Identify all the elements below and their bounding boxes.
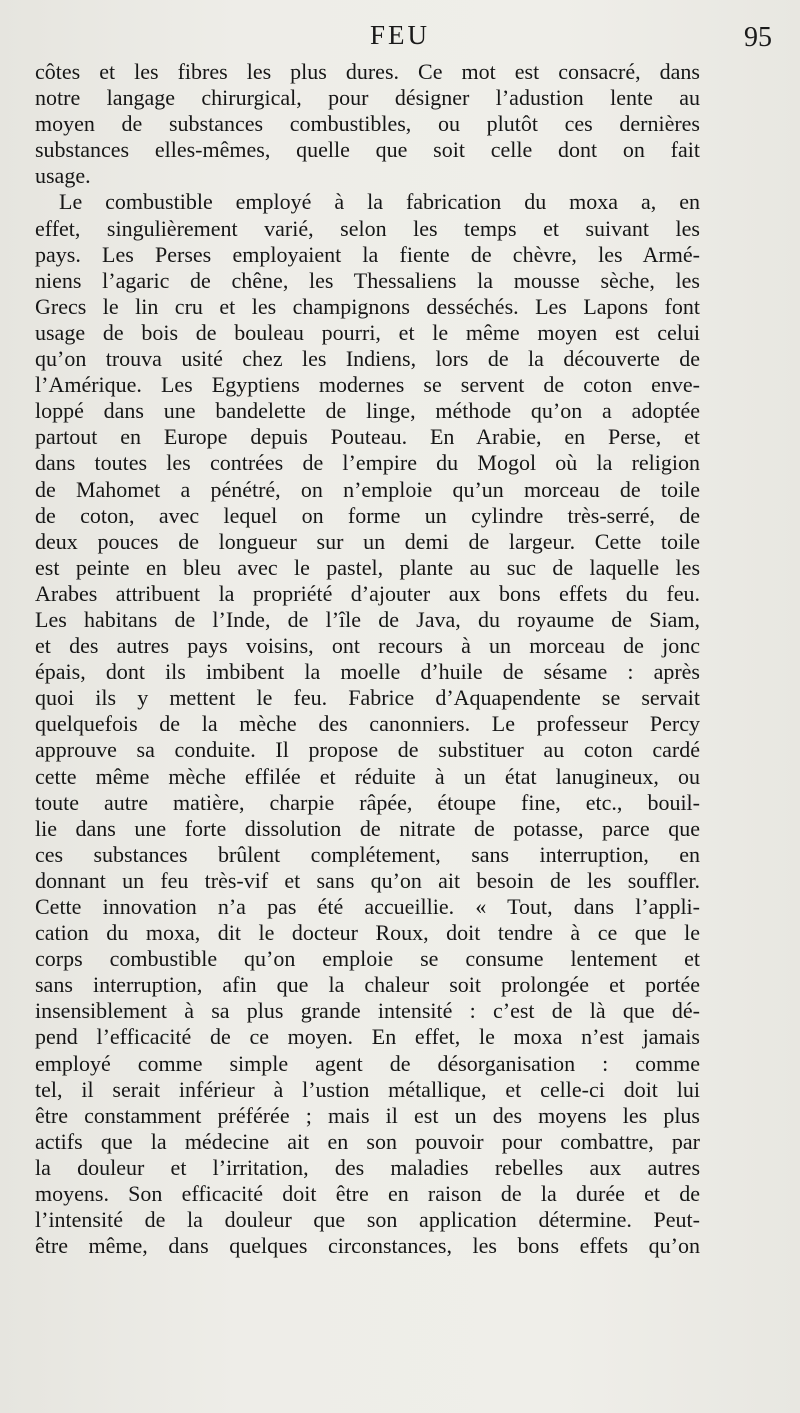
text-line: pays. Les Perses employaient la fiente de chèvre, les Armé- bbox=[35, 241, 700, 267]
text-line: usage de bois de bouleau pourri, et le même moyen est celui bbox=[35, 319, 700, 345]
text-line: employé comme simple agent de désorganisation : comme bbox=[35, 1050, 700, 1076]
text-line: insensiblement à sa plus grande intensité : c’est de là que dé- bbox=[35, 998, 700, 1024]
text-line: substances elles-mêmes, quelle que soit celle dont on fait bbox=[35, 137, 700, 163]
text-line: épais, dont ils imbibent la moelle d’huile de sésame : après bbox=[35, 659, 700, 685]
text-line: lie dans une forte dissolution de nitrate de potasse, parce que bbox=[35, 815, 700, 841]
text-line: pend l’efficacité de ce moyen. En effet, le moxa n’est jamais bbox=[35, 1024, 700, 1050]
text-line: donnant un feu très-vif et sans qu’on ait besoin de les souffler. bbox=[35, 867, 700, 893]
text-line: notre langage chirurgical, pour désigner l’adustion lente au bbox=[35, 85, 700, 111]
text-line: Les habitans de l’Inde, de l’île de Java, du royaume de Siam, bbox=[35, 606, 700, 632]
text-line: effet, singulièrement varié, selon les temps et suivant les bbox=[35, 215, 700, 241]
text-line: cation du moxa, dit le docteur Roux, doit tendre à ce que le bbox=[35, 920, 700, 946]
text-line: moyens. Son efficacité doit être en raison de la durée et de bbox=[35, 1181, 700, 1207]
text-line: la douleur et l’irritation, des maladies rebelles aux autres bbox=[35, 1154, 700, 1180]
text-line: cette même mèche effilée et réduite à un état lanugineux, ou bbox=[35, 763, 700, 789]
text-line: toute autre matière, charpie râpée, étoupe fine, etc., bouil- bbox=[35, 789, 700, 815]
text-line: niens l’agaric de chêne, les Thessaliens la mousse sèche, les bbox=[35, 267, 700, 293]
text-line: est peinte en bleu avec le pastel, plante au suc de laquelle les bbox=[35, 554, 700, 580]
text-line: actifs que la médecine ait en son pouvoir pour combattre, par bbox=[35, 1128, 700, 1154]
page-number: 95 bbox=[744, 22, 772, 53]
text-line: l’Amérique. Les Egyptiens modernes se servent de coton enve- bbox=[35, 372, 700, 398]
text-line: être même, dans quelques circonstances, les bons effets qu’on bbox=[35, 1233, 700, 1259]
text-line: être constamment préférée ; mais il est un des moyens les plus bbox=[35, 1102, 700, 1128]
text-line: Grecs le lin cru et les champignons desséchés. Les Lapons font bbox=[35, 293, 700, 319]
text-line: loppé dans une bandelette de linge, méthode qu’on a adoptée bbox=[35, 398, 700, 424]
text-line: moyen de substances combustibles, ou plutôt ces dernières bbox=[35, 111, 700, 137]
text-line: corps combustible qu’on emploie se consume lentement et bbox=[35, 946, 700, 972]
text-line: Le combustible employé à la fabrication du moxa a, en bbox=[59, 189, 700, 215]
text-line: Arabes attribuent la propriété d’ajouter aux bons effets du feu. bbox=[35, 580, 700, 606]
text-line: partout en Europe depuis Pouteau. En Arabie, en Perse, et bbox=[35, 424, 700, 450]
text-line: quoi ils y mettent le feu. Fabrice d’Aquapendente se servait bbox=[35, 685, 700, 711]
text-line: usage. bbox=[35, 163, 91, 189]
text-line: de Mahomet a pénétré, on n’emploie qu’un morceau de toile bbox=[35, 476, 700, 502]
text-line: côtes et les fibres les plus dures. Ce mot est consacré, dans bbox=[35, 59, 700, 84]
running-head: FEU bbox=[369, 20, 430, 50]
text-line: ces substances brûlent complétement, sans interruption, en bbox=[35, 841, 700, 867]
text-line: tel, il serait inférieur à l’ustion métallique, et celle-ci doit lui bbox=[35, 1076, 700, 1102]
page-header bbox=[0, 20, 800, 60]
body-text bbox=[35, 59, 700, 1259]
text-line: l’intensité de la douleur que son application détermine. Peut- bbox=[35, 1207, 700, 1233]
text-line: approuve sa conduite. Il propose de substituer au coton cardé bbox=[35, 737, 700, 763]
text-line: et des autres pays voisins, ont recours à un morceau de jonc bbox=[35, 633, 700, 659]
text-line: Cette innovation n’a pas été accueillie. « Tout, dans l’appli- bbox=[35, 894, 700, 919]
text-line: qu’on trouva usité chez les Indiens, lors de la découverte de bbox=[35, 346, 700, 372]
text-line: quelquefois de la mèche des canonniers. Le professeur Percy bbox=[35, 711, 700, 737]
text-line: de coton, avec lequel on forme un cylindre très-serré, de bbox=[35, 502, 700, 528]
text-line: sans interruption, afin que la chaleur soit prolongée et portée bbox=[35, 972, 700, 998]
text-line: deux pouces de longueur sur un demi de largeur. Cette toile bbox=[35, 528, 700, 554]
text-line: dans toutes les contrées de l’empire du Mogol où la religion bbox=[35, 450, 700, 476]
